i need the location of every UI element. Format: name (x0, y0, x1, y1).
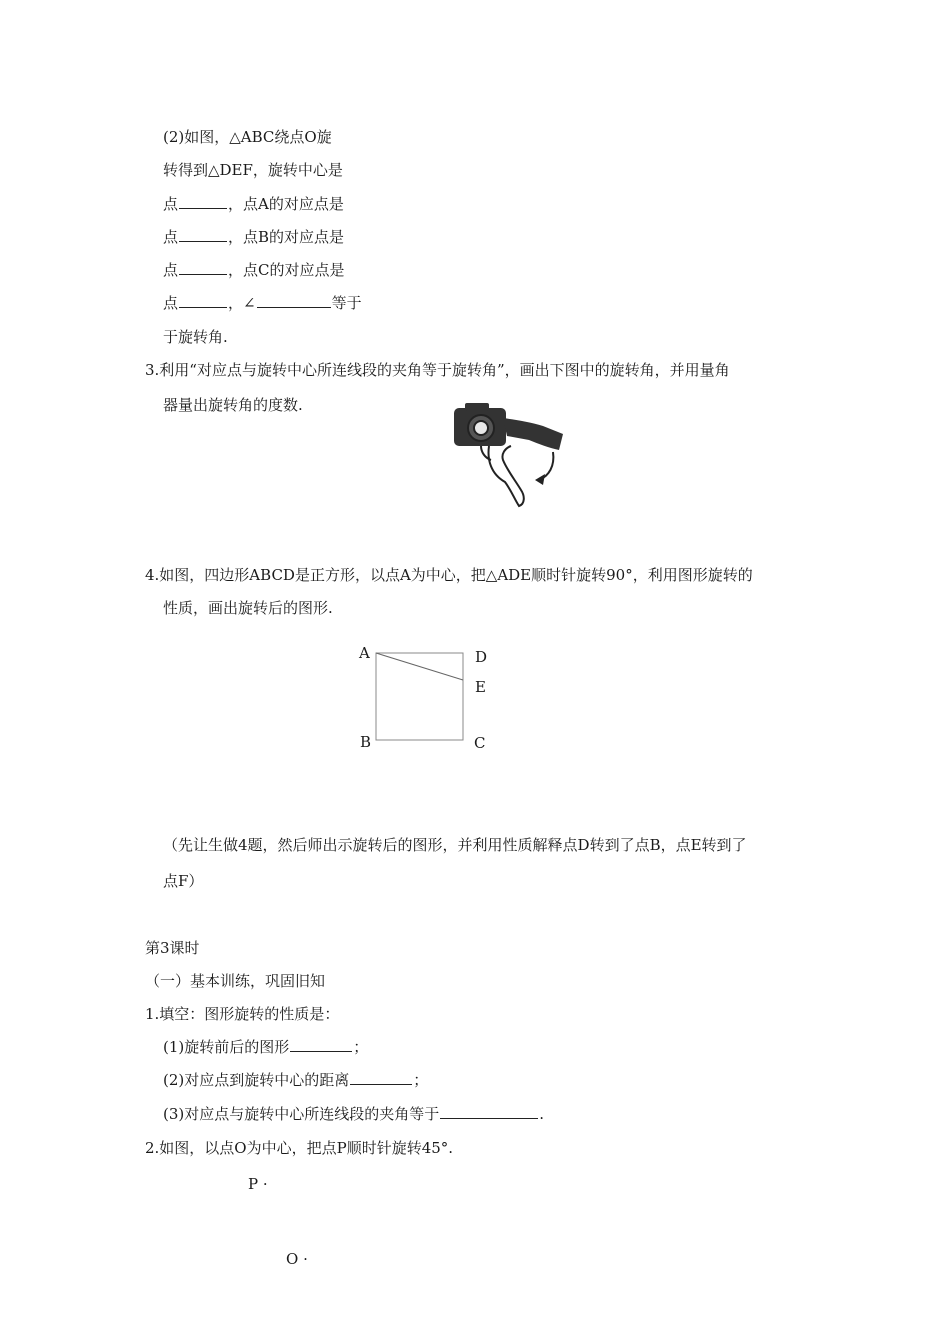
q2-line-6-prefix: 点 (163, 294, 179, 312)
rotation-center-blank[interactable] (179, 194, 227, 209)
segment-ae (376, 653, 463, 680)
part-3-blank[interactable] (440, 1104, 538, 1119)
q2-line-5-suffix: ，点C的对应点是 (228, 261, 345, 279)
q2-line-5-prefix: 点 (163, 261, 179, 279)
note-line-2: 点F） (163, 872, 204, 890)
q2-line-4-prefix: 点 (163, 228, 179, 246)
part-1-blank[interactable] (290, 1037, 352, 1052)
part-1-end: ； (353, 1038, 369, 1056)
label-a: A (359, 644, 370, 662)
q2-line-3-suffix: ，点A的对应点是 (228, 195, 344, 213)
part-3-end: . (539, 1105, 545, 1123)
q2-line-6-mid: ，∠ (228, 294, 256, 312)
part-1-text: (1)旋转前后的图形 (163, 1038, 290, 1056)
note-line-1: （先让生做4题，然后师出示旋转后的图形，并利用性质解释点D转到了点B，点E转到了 (163, 836, 747, 854)
rotation-arrow-head (535, 474, 545, 485)
point-a-correspondence-blank[interactable] (179, 227, 227, 242)
point-b-correspondence-blank[interactable] (179, 260, 227, 275)
part-2-blank[interactable] (350, 1070, 412, 1085)
part-3-text: (3)对应点与旋转中心所连线段的夹角等于 (163, 1105, 440, 1123)
q2-line-6 (163, 293, 362, 313)
lesson-q1-part-1 (163, 1037, 368, 1057)
q3-line-1: 3.利用“对应点与旋转中心所连线段的夹角等于旋转角”，画出下图中的旋转角，并用量角 (145, 361, 730, 379)
q2-line-3 (163, 194, 344, 214)
point-p: P · (248, 1175, 268, 1193)
part-2-end: ； (413, 1071, 429, 1089)
section-heading: （一）基本训练，巩固旧知 (145, 972, 326, 990)
lesson-title: 第3课时 (145, 939, 200, 957)
label-c: C (474, 734, 486, 752)
q2-line-4-suffix: ，点B的对应点是 (228, 228, 345, 246)
camera-handle (503, 418, 563, 450)
camera-top (465, 403, 489, 411)
label-e: E (475, 678, 486, 696)
square-abcd-figure (375, 652, 465, 742)
lesson-q1-part-3 (163, 1104, 544, 1124)
rotation-arrow-curve (539, 452, 553, 480)
point-o: O · (286, 1250, 308, 1268)
q2-line-2: 转得到△DEF，旋转中心是 (163, 161, 343, 179)
q2-line-6-suffix: 等于 (331, 294, 362, 312)
label-d: D (475, 648, 488, 666)
lesson-q1: 1.填空：图形旋转的性质是： (145, 1005, 340, 1023)
camera-strap (481, 446, 524, 506)
q4-line-1: 4.如图，四边形ABCD是正方形，以点A为中心，把△ADE顺时针旋转90°，利用图形旋转的 (145, 566, 753, 584)
q2-line-5 (163, 260, 345, 280)
camera-lens-inner (474, 421, 488, 435)
point-c-correspondence-blank[interactable] (179, 293, 227, 308)
q2-line-7: 于旋转角. (163, 328, 228, 346)
lesson-q2: 2.如图，以点O为中心，把点P顺时针旋转45°. (145, 1139, 454, 1157)
q4-line-2: 性质，画出旋转后的图形. (163, 599, 333, 617)
lesson-q1-part-2 (163, 1070, 428, 1090)
rotation-angle-blank[interactable] (257, 293, 331, 308)
q2-line-3-prefix: 点 (163, 195, 179, 213)
camera-hand-figure (445, 400, 570, 512)
q2-line-4 (163, 227, 344, 247)
q3-line-2: 器量出旋转角的度数. (163, 396, 303, 414)
part-2-text: (2)对应点到旋转中心的距离 (163, 1071, 350, 1089)
label-b: B (360, 733, 372, 751)
q2-line-1: (2)如图，△ABC绕点O旋 (163, 128, 332, 146)
